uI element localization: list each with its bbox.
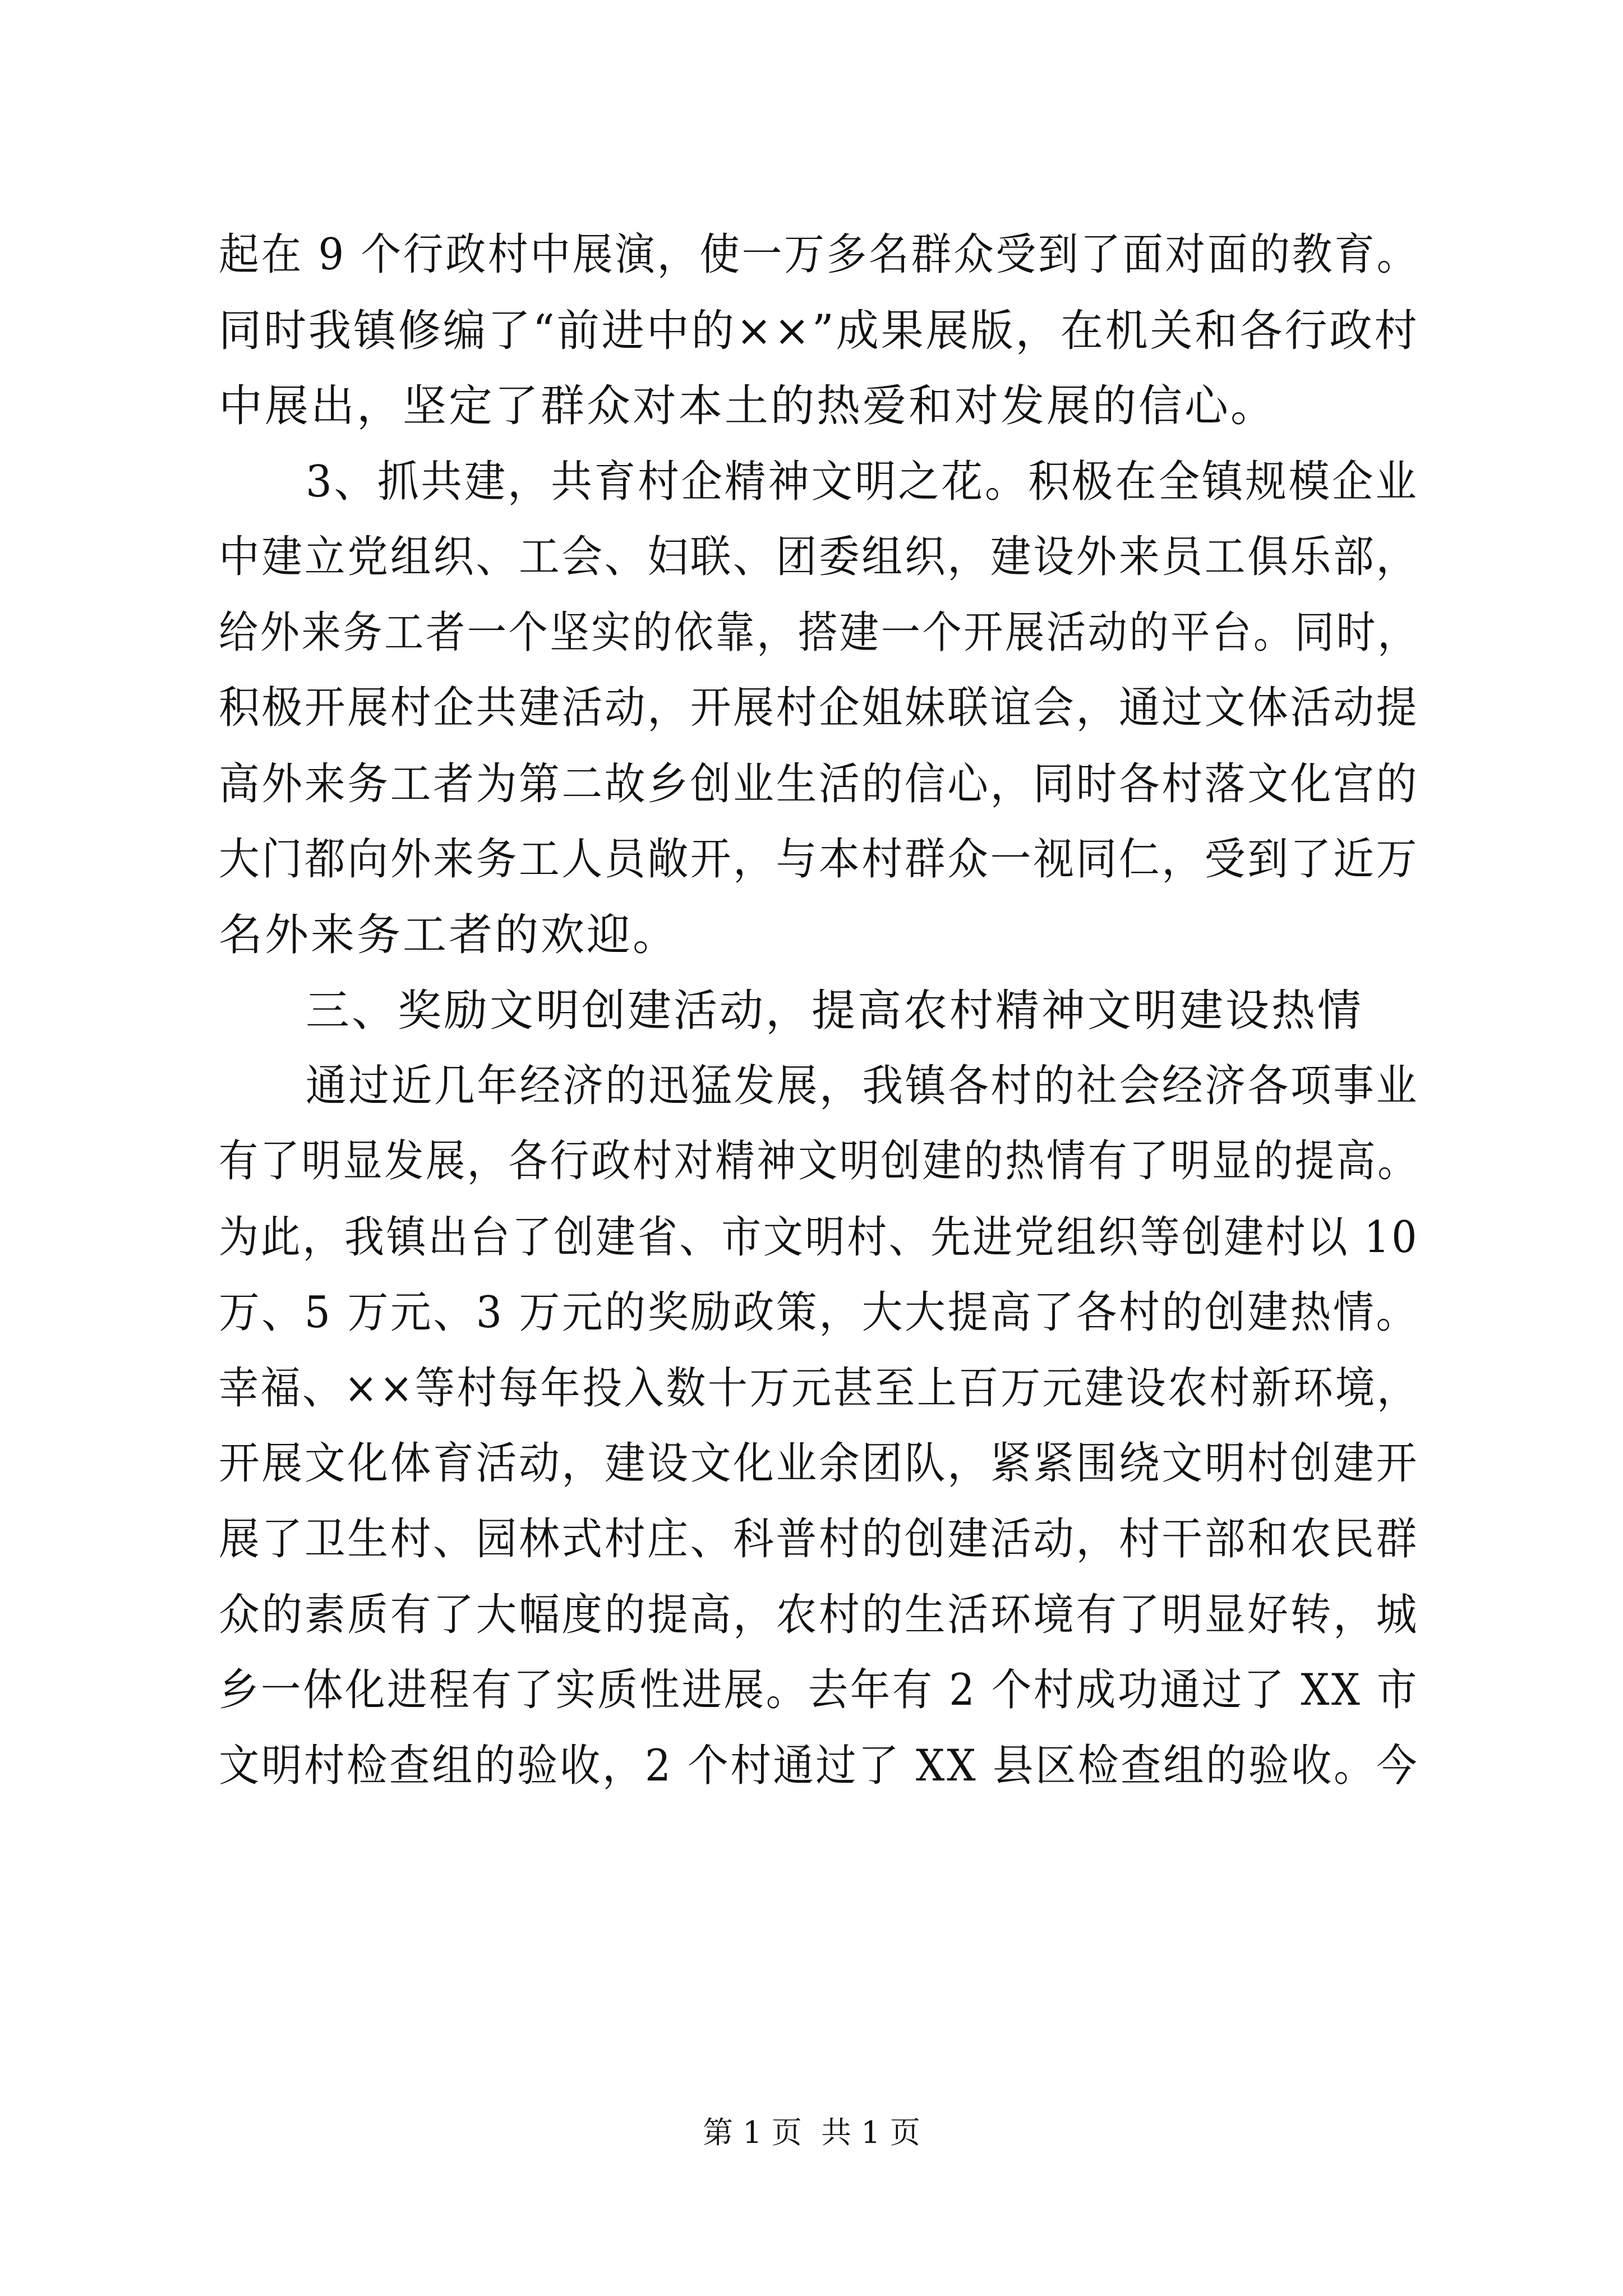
text-line: 为此，我镇出台了创建省、市文明村、先进党组织等创建村以 10 [219, 1212, 1419, 1263]
paragraph-first-line: 3、抓共建，共育村企精神文明之花。积极在全镇规模企业 [306, 457, 1419, 507]
text-line: 众的素质有了大幅度的提高，农村的生活环境有了明显好转，城 [219, 1590, 1419, 1640]
text-line: 幸福、××等村每年投入数十万元甚至上百万元建设农村新环境， [219, 1363, 1419, 1414]
text-line: 同时我镇修编了“前进中的××”成果展版，在机关和各行政村 [219, 306, 1419, 356]
text-line: 万、5 万元、3 万元的奖励政策，大大提高了各村的创建热情。 [219, 1287, 1419, 1338]
text-line: 中建立党组织、工会、妇联、团委组织，建设外来员工俱乐部， [219, 532, 1419, 582]
text-line: 展了卫生村、园林式村庄、科普村的创建活动，村干部和农民群 [219, 1514, 1419, 1565]
page-footer: 第 1 页 共 1 页 [703, 2115, 920, 2150]
text-line: 大门都向外来务工人员敞开，与本村群众一视同仁，受到了近万 [219, 834, 1419, 885]
text-line: 文明村检查组的验收，2 个村通过了 XX 县区检查组的验收。今 [219, 1741, 1419, 1791]
text-line: 中展出，坚定了群众对本土的热爱和对发展的信心。 [219, 381, 1277, 431]
text-line: 乡一体化进程有了实质性进展。去年有 2 个村成功通过了 XX 市 [219, 1665, 1419, 1715]
paragraph-first-line: 通过近几年经济的迅猛发展，我镇各村的社会经济各项事业 [306, 1061, 1419, 1111]
text-line: 起在 9 个行政村中展演，使一万多名群众受到了面对面的教育。 [219, 229, 1419, 280]
text-line: 给外来务工者一个坚实的依靠，搭建一个开展活动的平台。同时， [219, 608, 1419, 658]
text-line: 开展文化体育活动，建设文化业余团队，紧紧围绕文明村创建开 [219, 1438, 1419, 1489]
text-line: 高外来务工者为第二故乡创业生活的信心，同时各村落文化宫的 [219, 759, 1419, 809]
text-line: 有了明显发展，各行政村对精神文明创建的热情有了明显的提高。 [219, 1136, 1419, 1186]
section-heading: 三、奖励文明创建活动，提高农村精神文明建设热情 [306, 986, 1364, 1036]
text-line: 积极开展村企共建活动，开展村企姐妹联谊会，通过文体活动提 [219, 683, 1419, 733]
text-line: 名外来务工者的欢迎。 [219, 910, 679, 960]
